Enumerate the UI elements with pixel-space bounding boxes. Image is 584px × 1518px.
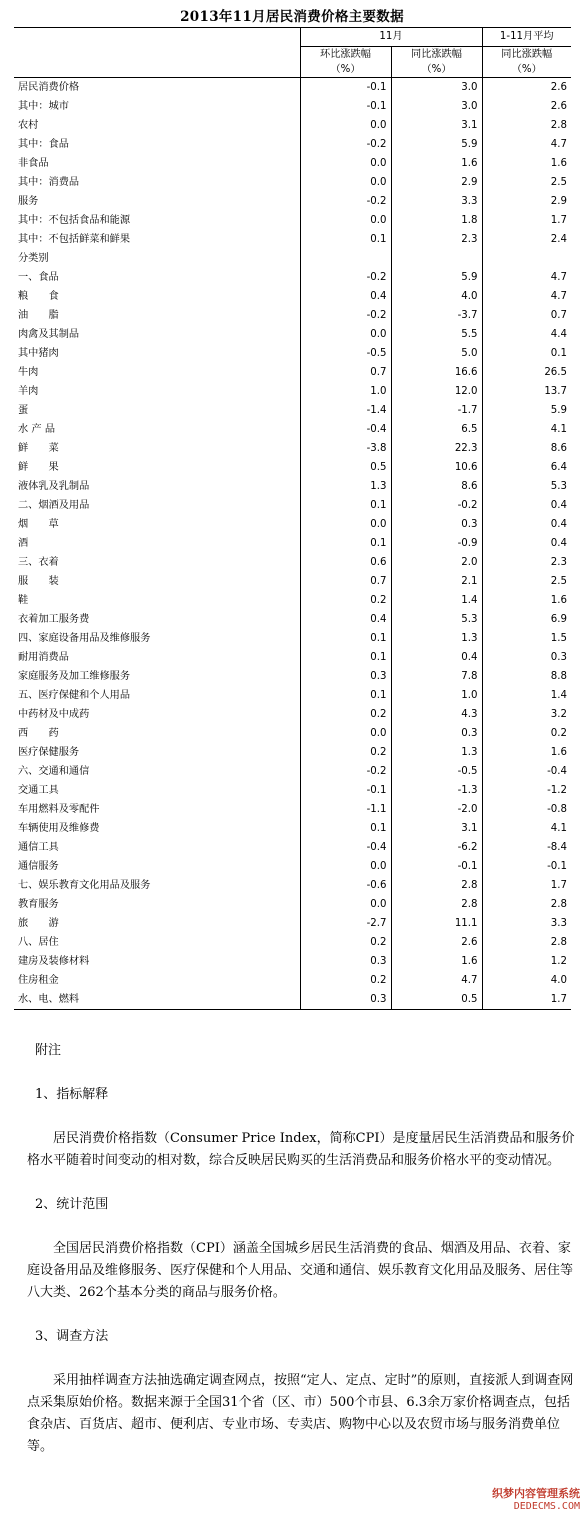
row-label: 住房租金 [14,971,300,990]
table-row [14,458,571,477]
table-row [14,249,571,268]
notes-heading: 附注 [35,1043,62,1058]
cell-avg: 2.8 [550,899,567,910]
row-label: 二、烟酒及用品 [14,496,300,515]
cell-yoy: 3.0 [391,78,482,98]
cell-mom: 0.3 [300,667,391,686]
section-2-body: 全国居民消费价格指数（CPI）涵盖全国城乡居民生活消费的食品、烟酒及用品、衣着、家庭设备用品及维修服务、医疗保健和个人用品、交通和通信、娱乐教育文化用品及服务、居住等八大类、262个基本分类的商品与服务价格。 [27,1241,574,1300]
row-label: 车辆使用及维修费 [14,819,300,838]
cell-mom: 0.1 [300,648,391,667]
cell-avg: 4.7 [550,272,567,283]
cell-avg: 1.6 [550,747,567,758]
row-label: 耐用消费品 [14,648,300,667]
cell-yoy: 4.7 [391,971,482,990]
cell-mom: 0.4 [300,610,391,629]
cell-yoy: 2.6 [391,933,482,952]
cell-avg: 4.7 [550,139,567,150]
cell-mom: -2.7 [300,914,391,933]
table-row [14,477,571,496]
watermark-logo [492,1485,580,1512]
cell-avg: 6.9 [550,614,567,625]
cell-avg: 4.1 [550,424,567,435]
row-label: 衣着加工服务费 [14,610,300,629]
cell-yoy: 1.8 [391,211,482,230]
cell-mom: 0.1 [300,686,391,705]
cell-mom: 1.3 [300,477,391,496]
row-label: 鲜 菜 [14,439,300,458]
row-label: 旅 游 [14,914,300,933]
cell-yoy: 1.6 [391,952,482,971]
row-label: 其中：消费品 [14,173,300,192]
cell-yoy: -2.0 [391,800,482,819]
row-label: 家庭服务及加工维修服务 [14,667,300,686]
row-label: 车用燃料及零配件 [14,800,300,819]
table-row [14,287,571,306]
header-row-3 [14,63,571,78]
row-label: 三、衣着 [14,553,300,572]
table-row [14,496,571,515]
cell-avg: 0.4 [550,519,567,530]
row-label: 其中猪肉 [14,344,300,363]
cell-avg: 4.4 [550,329,567,340]
section-2-title: 2、统计范围 [35,1197,109,1212]
row-label: 鲜 果 [14,458,300,477]
cell-mom: 0.2 [300,743,391,762]
table-row [14,344,571,363]
table-row [14,211,571,230]
row-label: 农村 [14,116,300,135]
cell-mom: 0.4 [300,287,391,306]
row-label: 酒 [14,534,300,553]
row-label: 水、电、燃料 [14,990,300,1010]
cell-avg: 0.4 [550,538,567,549]
header-nov: 11月 [300,28,482,47]
row-label: 鞋 [14,591,300,610]
cell-mom: 0.7 [300,572,391,591]
section-3-body: 采用抽样调查方法抽选确定调查网点，按照“定人、定点、定时”的原则，直接派人到调查网点采集原始价格。数据来源于全国31个省（区、市）500个市县、6.3余万家价格调查点，包括食杂店、百货店、超市、便利店、专业市场、专卖店、购物中心以及农贸市场与服务消费单位等。 [27,1373,574,1454]
table-row [14,420,571,439]
cell-avg: -0.8 [547,804,567,815]
table-row [14,876,571,895]
cell-mom: 0.2 [300,933,391,952]
table-row [14,515,571,534]
row-label: 六、交通和通信 [14,762,300,781]
table-row [14,306,571,325]
row-label: 七、娱乐教育文化用品及服务 [14,876,300,895]
cell-avg: 13.7 [544,386,567,397]
cell-mom: 0.0 [300,116,391,135]
cell-avg: 3.2 [550,709,567,720]
table-row [14,781,571,800]
header-yoy: 同比涨跌幅 [391,47,482,64]
cell-yoy: 0.4 [391,648,482,667]
table-row [14,268,571,287]
cell-mom: 0.3 [300,952,391,971]
cell-yoy: 16.6 [391,363,482,382]
row-label: 服务 [14,192,300,211]
cell-mom: 0.1 [300,629,391,648]
table-row [14,439,571,458]
cell-yoy: 5.0 [391,344,482,363]
row-label: 粮 食 [14,287,300,306]
cell-mom: -0.2 [300,268,391,287]
table-row [14,838,571,857]
cell-avg: 1.4 [550,690,567,701]
table-row [14,610,571,629]
cell-yoy: 5.3 [391,610,482,629]
cell-yoy: 5.5 [391,325,482,344]
cell-mom: -0.5 [300,344,391,363]
row-label: 其中：城市 [14,97,300,116]
cell-mom: -0.2 [300,192,391,211]
row-label: 教育服务 [14,895,300,914]
table-row [14,135,571,154]
cell-avg [482,249,571,268]
cell-avg: 0.4 [550,500,567,511]
cell-yoy: -0.2 [391,496,482,515]
cell-avg: 1.5 [550,633,567,644]
cell-avg: 1.6 [550,158,567,169]
table-row [14,363,571,382]
row-label: 肉禽及其制品 [14,325,300,344]
table-row [14,629,571,648]
cell-avg: -0.1 [547,861,567,872]
cell-yoy: 10.6 [391,458,482,477]
table-row [14,686,571,705]
cell-mom: -0.6 [300,876,391,895]
row-label: 其中：不包括鲜菜和鲜果 [14,230,300,249]
cell-avg: -8.4 [547,842,567,853]
cell-mom: 0.0 [300,154,391,173]
cell-avg: 2.3 [550,557,567,568]
table-row [14,382,571,401]
row-label: 油 脂 [14,306,300,325]
cell-mom: -0.4 [300,838,391,857]
cell-yoy: 1.0 [391,686,482,705]
cell-yoy: 4.3 [391,705,482,724]
cell-yoy: 6.5 [391,420,482,439]
row-label: 牛肉 [14,363,300,382]
cell-avg: -0.4 [547,766,567,777]
cell-yoy: 5.9 [391,268,482,287]
cpi-data-table [14,27,571,1010]
header-mom: 环比涨跌幅 [300,47,391,64]
cell-yoy: 11.1 [391,914,482,933]
header-row-1 [14,28,571,47]
cell-yoy: 1.4 [391,591,482,610]
cell-yoy: 2.8 [391,895,482,914]
table-row [14,78,571,98]
cell-yoy: 0.3 [391,724,482,743]
cell-mom: -0.1 [300,781,391,800]
row-label: 医疗保健服务 [14,743,300,762]
cell-mom: -0.1 [300,97,391,116]
cell-yoy: 3.1 [391,116,482,135]
row-label: 其中：食品 [14,135,300,154]
row-label: 通信服务 [14,857,300,876]
cell-avg: 1.7 [550,880,567,891]
row-label: 蛋 [14,401,300,420]
cell-avg: 2.9 [550,196,567,207]
cell-yoy: 4.0 [391,287,482,306]
header-yoy2: 同比涨跌幅 [482,47,571,64]
cell-yoy: -0.1 [391,857,482,876]
cell-avg: 8.8 [550,671,567,682]
cell-mom: -0.1 [300,78,391,98]
cell-mom: 0.1 [300,496,391,515]
row-label: 水 产 品 [14,420,300,439]
row-label: 分类别 [14,249,300,268]
row-label: 其中：不包括食品和能源 [14,211,300,230]
cell-mom: -3.8 [300,439,391,458]
header-avg: 1-11月平均 [482,28,571,47]
cell-avg: -1.2 [547,785,567,796]
row-label: 非食品 [14,154,300,173]
cell-avg: 3.3 [550,918,567,929]
cell-avg: 2.4 [550,234,567,245]
table-row [14,401,571,420]
table-row [14,553,571,572]
cell-avg: 6.4 [550,462,567,473]
cell-avg: 1.7 [482,990,571,1010]
cell-avg: 2.5 [550,576,567,587]
section-1-title: 1、指标解释 [35,1087,109,1102]
row-label: 四、家庭设备用品及维修服务 [14,629,300,648]
header-row-2 [14,47,571,64]
table-row [14,154,571,173]
table-row [14,534,571,553]
cell-avg: 5.9 [550,405,567,416]
table-row [14,800,571,819]
cell-mom: -0.4 [300,420,391,439]
table-row [14,895,571,914]
cell-yoy: 7.8 [391,667,482,686]
cell-yoy: 3.1 [391,819,482,838]
table-row [14,572,571,591]
row-label: 羊肉 [14,382,300,401]
cell-mom: 0.2 [300,705,391,724]
cell-avg: 4.1 [550,823,567,834]
page-title: 2013年11月居民消费价格主要数据 [180,9,404,25]
row-label: 西 药 [14,724,300,743]
row-label: 烟 草 [14,515,300,534]
cell-mom [300,249,391,268]
table-row [14,857,571,876]
cell-mom: -1.1 [300,800,391,819]
row-label: 一、食品 [14,268,300,287]
row-label: 服 装 [14,572,300,591]
cell-yoy: 2.8 [391,876,482,895]
cell-mom: 0.6 [300,553,391,572]
row-label: 交通工具 [14,781,300,800]
table-row [14,230,571,249]
cell-mom: 0.0 [300,173,391,192]
cell-yoy: -6.2 [391,838,482,857]
cell-mom: 0.2 [300,971,391,990]
cell-avg: 2.8 [550,937,567,948]
row-label: 居民消费价格 [14,78,300,98]
cell-yoy: -0.9 [391,534,482,553]
cell-mom: 1.0 [300,382,391,401]
table-row [14,933,571,952]
cell-avg: 1.7 [550,215,567,226]
watermark-line-2: DEDECMS.COM [513,1501,580,1512]
cell-yoy: 2.3 [391,230,482,249]
cell-mom: -1.4 [300,401,391,420]
cell-avg: 0.2 [550,728,567,739]
cell-yoy: 0.5 [391,990,482,1010]
cell-mom: -0.2 [300,135,391,154]
cell-yoy: 2.0 [391,553,482,572]
table-row [14,819,571,838]
table-row [14,648,571,667]
table-row [14,990,571,1010]
cell-yoy: -0.5 [391,762,482,781]
cell-mom: -0.2 [300,306,391,325]
cell-yoy: 3.0 [391,97,482,116]
cell-avg: 0.1 [550,348,567,359]
cell-mom: 0.1 [300,534,391,553]
cell-mom: 0.1 [300,230,391,249]
cell-avg: 8.6 [550,443,567,454]
cell-yoy: -3.7 [391,306,482,325]
cell-yoy: 1.3 [391,743,482,762]
watermark-line-1: 织梦内容管理系统 [492,1487,580,1500]
table-row [14,591,571,610]
table-row [14,952,571,971]
table-row [14,743,571,762]
cell-avg: 0.7 [550,310,567,321]
cell-mom: 0.0 [300,515,391,534]
cell-avg: 4.7 [550,291,567,302]
cell-mom: 0.2 [300,591,391,610]
cell-mom: 0.0 [300,325,391,344]
table-row [14,192,571,211]
cell-yoy [391,249,482,268]
row-label: 建房及装修材料 [14,952,300,971]
cell-yoy: 0.3 [391,515,482,534]
cell-yoy: 5.9 [391,135,482,154]
cell-mom: 0.0 [300,211,391,230]
table-row [14,173,571,192]
cell-yoy: 12.0 [391,382,482,401]
cell-mom: 0.7 [300,363,391,382]
cell-avg: 26.5 [544,367,567,378]
table-row [14,97,571,116]
cell-yoy: 2.1 [391,572,482,591]
header-unit-1: （%） [300,63,391,78]
cell-yoy: 22.3 [391,439,482,458]
row-label: 五、医疗保健和个人用品 [14,686,300,705]
table-row [14,724,571,743]
row-label: 八、居住 [14,933,300,952]
cell-yoy: 2.9 [391,173,482,192]
table-row [14,705,571,724]
row-label: 通信工具 [14,838,300,857]
cell-avg: 2.6 [550,101,567,112]
cell-avg: 2.6 [550,82,567,93]
table-row [14,762,571,781]
table-row [14,116,571,135]
cell-mom: -0.2 [300,762,391,781]
cell-avg: 0.3 [550,652,567,663]
cell-yoy: 8.6 [391,477,482,496]
cell-avg: 2.8 [550,120,567,131]
section-3-title: 3、调查方法 [35,1329,109,1344]
table-row [14,971,571,990]
cell-mom: 0.3 [300,990,391,1010]
header-unit-2: （%） [391,63,482,78]
cell-yoy: 1.6 [391,154,482,173]
cell-mom: 0.5 [300,458,391,477]
section-1-body: 居民消费价格指数（Consumer Price Index，简称CPI）是度量居民生活消费品和服务价格水平随着时间变动的相对数，综合反映居民购买的生活消费品和服务价格水平的变动情况。 [27,1131,575,1168]
cell-mom: 0.0 [300,895,391,914]
table-row [14,914,571,933]
cell-yoy: 3.3 [391,192,482,211]
cell-avg: 4.0 [550,975,567,986]
cell-mom: 0.1 [300,819,391,838]
cell-avg: 5.3 [550,481,567,492]
table-row [14,667,571,686]
cell-avg: 2.5 [550,177,567,188]
cell-yoy: -1.7 [391,401,482,420]
cell-mom: 0.0 [300,724,391,743]
row-label: 液体乳及乳制品 [14,477,300,496]
cell-avg: 1.2 [550,956,567,967]
notes-section [27,1040,580,1458]
cell-yoy: 1.3 [391,629,482,648]
cell-mom: 0.0 [300,857,391,876]
table-row [14,325,571,344]
cell-yoy: -1.3 [391,781,482,800]
header-unit-3: （%） [482,63,571,78]
cell-avg: 1.6 [550,595,567,606]
row-label: 中药材及中成药 [14,705,300,724]
